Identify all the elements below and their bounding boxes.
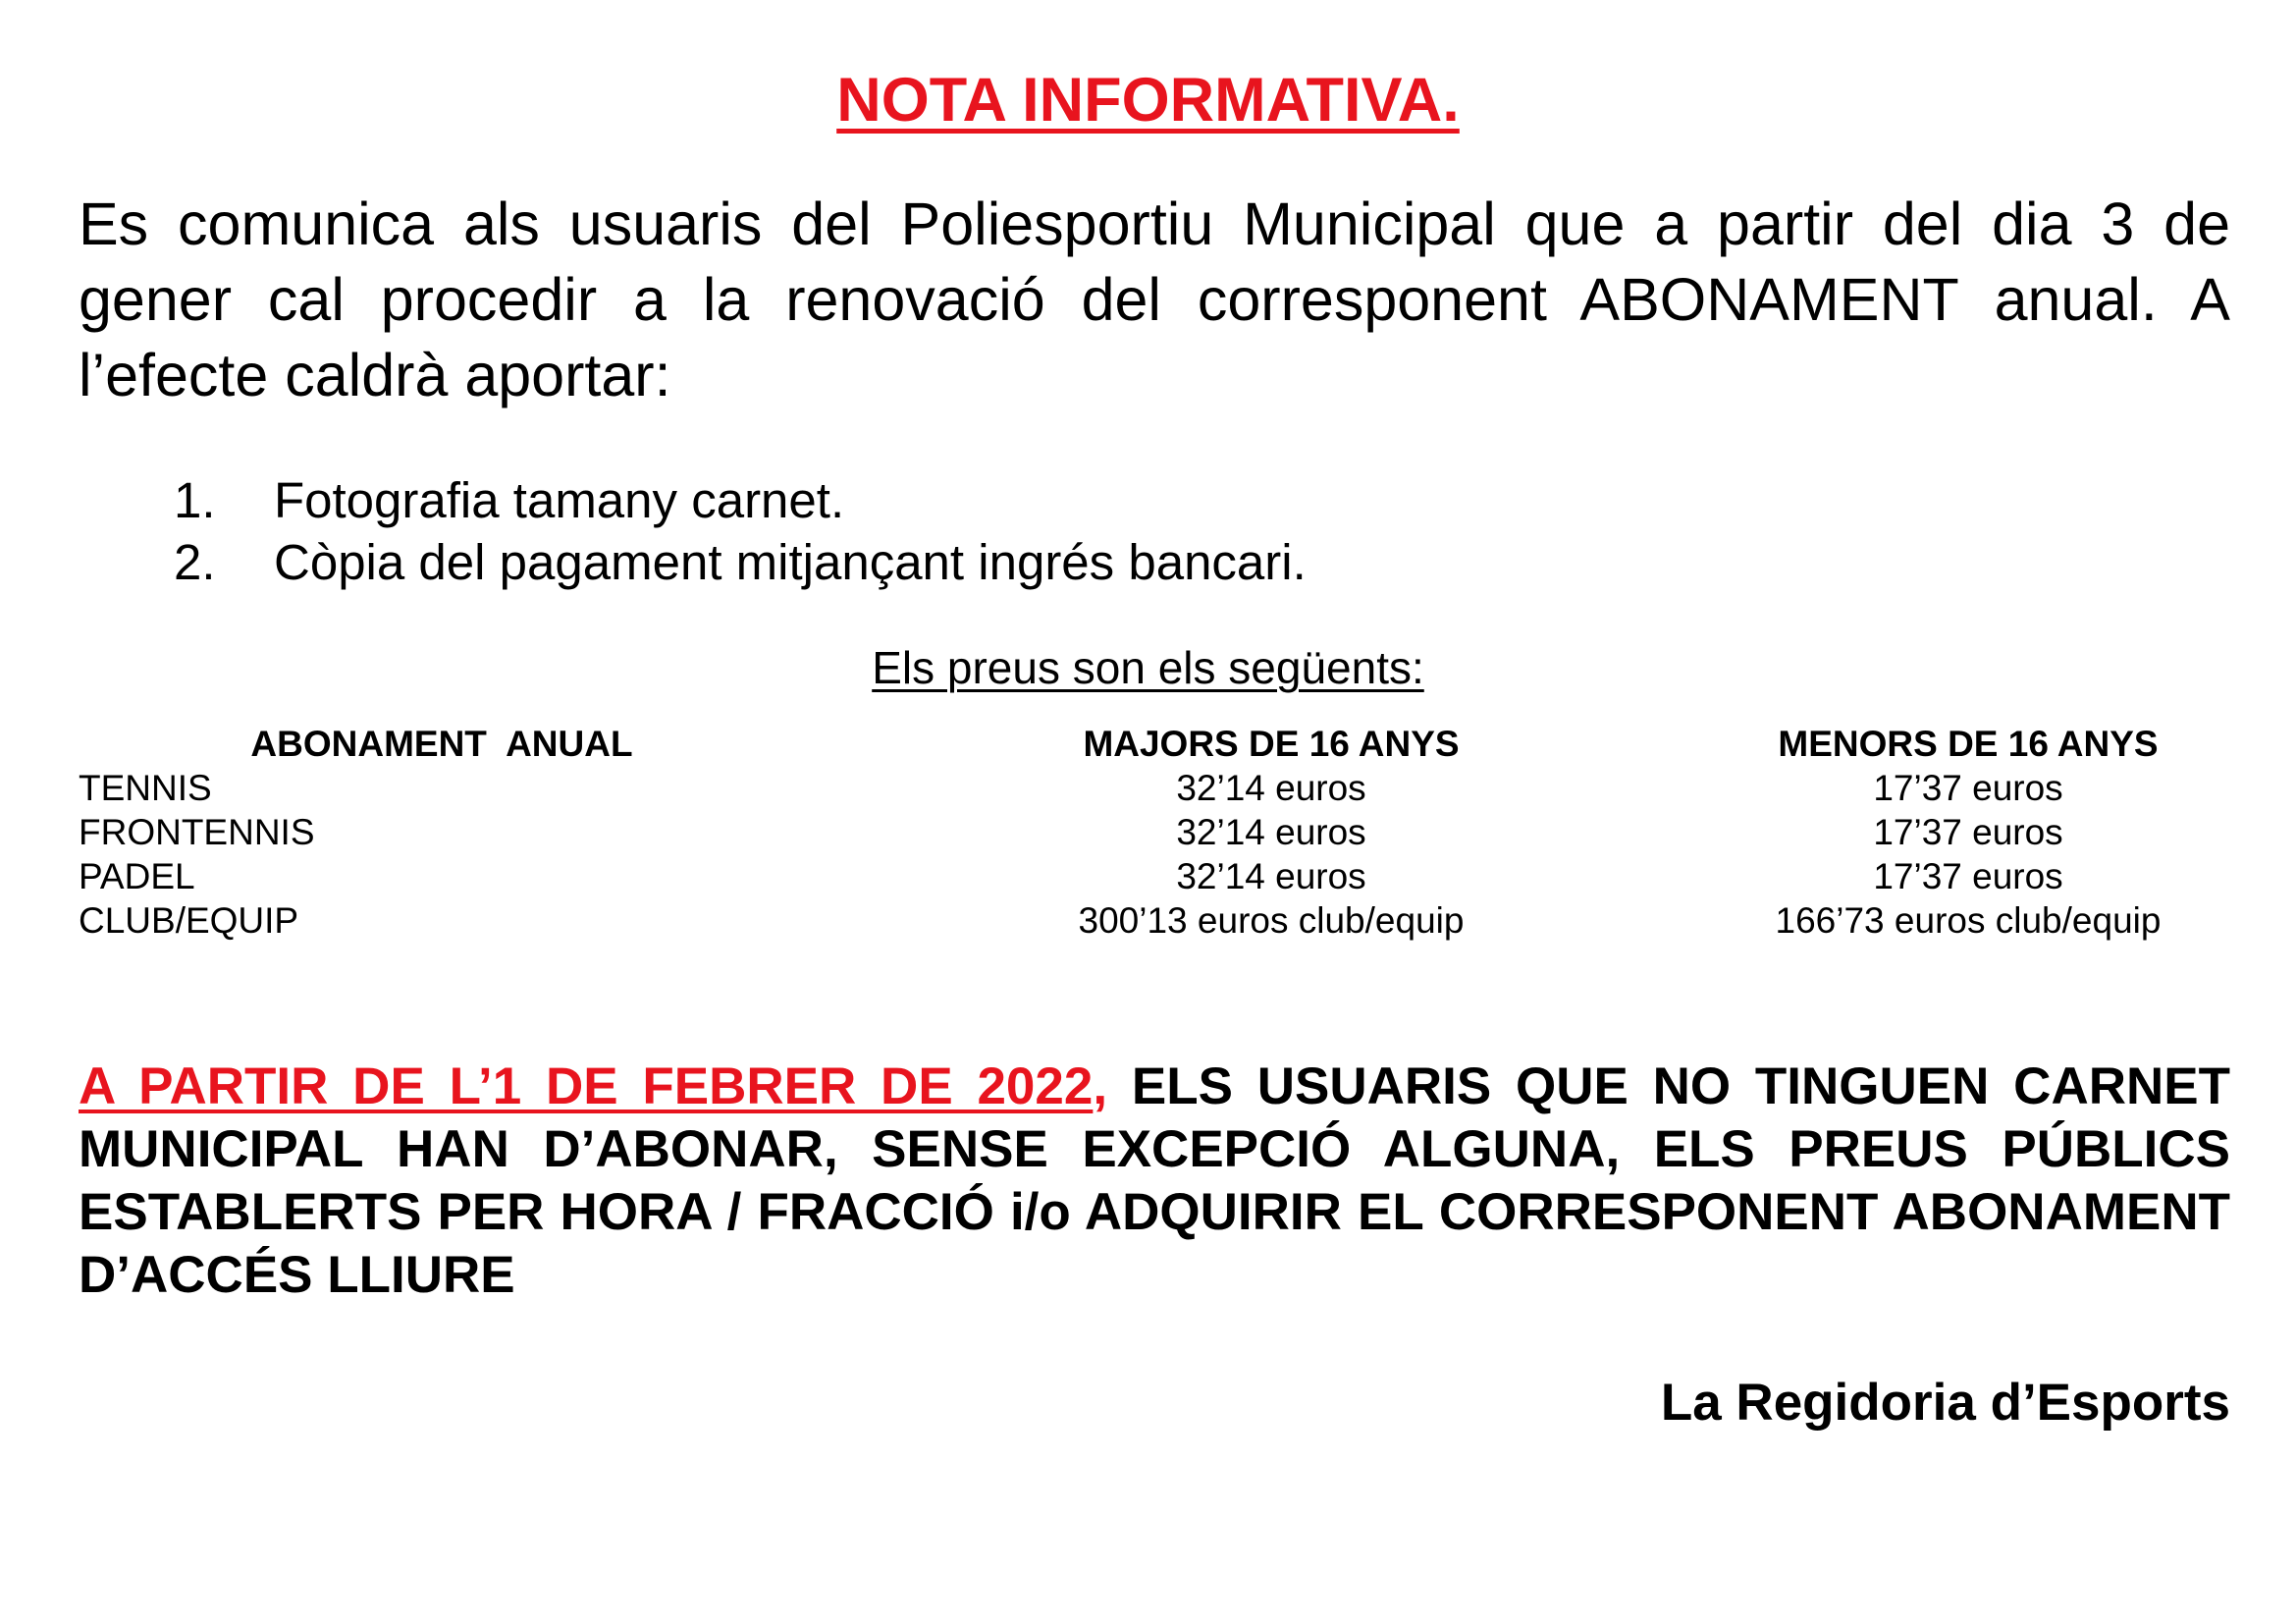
notice-body: ELS USUARIS QUE NO TINGUEN CARNET MUNICIPAL HAN D’ABONAR, SENSE EXCEPCIÓ ALGUNA, ELS PREUS PÚBLICS ESTABLERTS PER HORA / FRACCIÓ i/o ADQUIRIR EL CORRESPONENT ABONAMENT D’ACCÉS LLIURE — [79, 1057, 2230, 1304]
list-item — [174, 531, 1744, 593]
notice-title — [0, 61, 2296, 139]
table-cell-under-16: 17’37 euros — [1873, 768, 2063, 808]
table-cell-over-16: 32’14 euros — [1176, 856, 1366, 896]
table-cell-category: CLUB/EQUIP — [79, 900, 299, 941]
table-cell-category: FRONTENNIS — [79, 812, 315, 852]
signature: La Regidoria d’Esports — [1660, 1374, 2230, 1432]
table-cell-category: PADEL — [79, 856, 195, 896]
price-table — [79, 722, 2238, 943]
table-row — [79, 854, 2238, 898]
table-cell-under-16: 166’73 euros club/equip — [1775, 900, 2162, 941]
column-header-over-16: MAJORS DE 16 ANYS — [1083, 724, 1460, 764]
intro-paragraph: Es comunica als usuaris del Poliesportiu Municipal que a partir del dia 3 de gener cal procedir a la renovació del corresponent ABONAMENT anual. A l’efecte caldrà aportar: — [79, 190, 2230, 408]
table-cell-over-16: 32’14 euros — [1176, 768, 1366, 808]
prices-heading-text: Els preus son els següents: — [872, 642, 1424, 693]
table-cell-over-16: 32’14 euros — [1176, 812, 1366, 852]
list-item — [174, 469, 1744, 531]
table-row — [79, 810, 2238, 854]
prices-heading — [0, 638, 2296, 697]
table-row — [79, 766, 2238, 810]
table-cell-over-16: 300’13 euros club/equip — [1078, 900, 1465, 941]
table-cell-under-16: 17’37 euros — [1873, 812, 2063, 852]
notice-date-highlight: A PARTIR DE L’1 DE FEBRER DE 2022 — [79, 1057, 1094, 1115]
table-cell-under-16: 17’37 euros — [1873, 856, 2063, 896]
column-header-subscription: ABONAMENT ANUAL — [250, 724, 633, 764]
table-cell-category: TENNIS — [79, 768, 212, 808]
list-item-text: Còpia del pagament mitjançant ingrés bancari. — [274, 534, 1307, 590]
list-item-text: Fotografia tamany carnet. — [274, 472, 845, 528]
column-header-under-16: MENORS DE 16 ANYS — [1778, 724, 2159, 764]
notice-comma: , — [1093, 1057, 1108, 1115]
table-header-row — [79, 722, 2238, 766]
notice-title-text: NOTA INFORMATIVA. — [836, 66, 1460, 135]
requirements-list — [174, 469, 1744, 593]
notice-paragraph — [79, 1056, 2230, 1307]
list-item-number: 1. — [174, 472, 216, 528]
table-row — [79, 898, 2238, 943]
list-item-number: 2. — [174, 534, 216, 590]
